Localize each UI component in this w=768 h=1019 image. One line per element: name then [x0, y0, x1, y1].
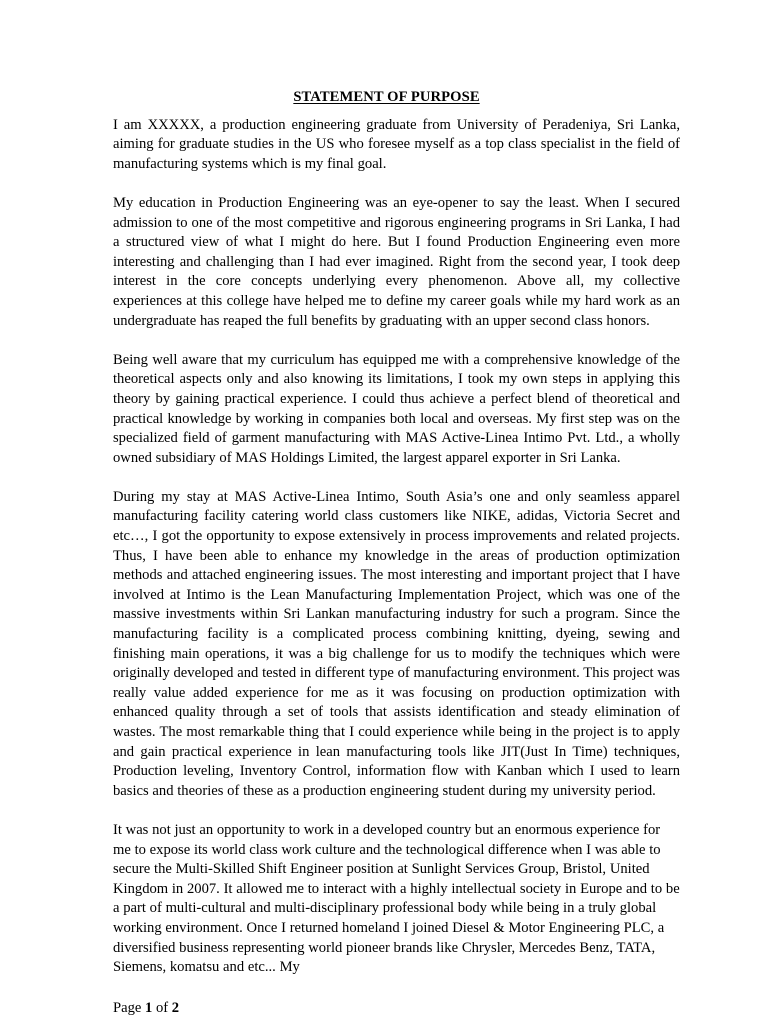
footer-total-pages: 2 [171, 1000, 180, 1017]
paragraph-intro: I am XXXXX, a production engineering graduate from University of Peradeniya, Sri Lanka, aiming for graduate studies in the US who foresee myself as a top class specialist in the field of manufacturing systems which is my final goal. [113, 116, 680, 172]
paragraph-education: My education in Production Engineering was an eye-opener to say the least. When I secured admission to one of the most competitive and rigorous engineering programs in Sri Lanka, I had a structured view of what I might do here. But I found Production Engineering even more interesting and challenging than I had ever imagined. Right from the second year, I took deep interest in the core concepts underlying every phenomenon. Above all, my collective experiences at this college have helped me to define my career goals while my hard work as an undergraduate has reaped the full benefits by graduating with an upper second class honors. [113, 194, 680, 329]
footer-separator: of [152, 1000, 172, 1017]
page-footer [113, 997, 680, 1019]
paragraph-mas-intimo: During my stay at MAS Active-Linea Intimo, South Asia’s one and only seamless apparel manufacturing facility catering world class customers like NIKE, adidas, Victoria Secret and etc…, I got the opportunity to expose extensively in process improvements and related projects. Thus, I have been able to enhance my knowledge in the areas of production optimization methods and attached engineering issues. The most interesting and important project that I have involved at Intimo is the Lean Manufacturing Implementation Project, which was one of the massive investments within Sri Lankan manufacturing industry for such a program. Since the manufacturing facility is a complicated process combining knitting, dyeing, sewing and finishing main operations, it was a big challenge for us to modify the techniques which were originally developed and tested in different type of manufacturing environment. This project was really value added experience for me as it was focusing on production optimization with enhanced quality through a set of tools that assists identification and steady elimination of wastes. The most remarkable thing that I could experience while being in the project is to apply and gain practical experience in lean manufacturing tools like JIT(Just In Time) techniques, Production leveling, Inventory Control, information flow with Kanban which I used to learn basics and theories of these as a production engineering student during my university period. [113, 488, 680, 799]
footer-prefix: Page [113, 1000, 146, 1017]
page-title: STATEMENT OF PURPOSE [293, 89, 480, 105]
paragraph-international-experience: It was not just an opportunity to work in a developed country but an enormous experience for me to expose its world class work culture and the technological difference when I was able to secure the Multi-Skilled Shift Engineer position at Sunlight Services Group, Bristol, United Kingdom in 2007. It allowed me to interact with a highly intellectual society in Europe and to be a part of multi-cultural and multi-disciplinary professional body while being in a truly global working environment. Once I returned homeland I joined Diesel & Motor Engineering PLC, a diversified business representing world pioneer brands like Chrysler, Mercedes Benz, TATA, Siemens, komatsu and etc... My [113, 821, 680, 976]
paragraph-curriculum: Being well aware that my curriculum has equipped me with a comprehensive knowledge of the theoretical aspects only and also knowing its limitations, I took my own steps in applying this theory by gaining practical experience. I could thus achieve a perfect blend of theoretical and practical knowledge by working in companies both local and overseas. My first step was on the specialized field of garment manufacturing with MAS Active-Linea Intimo Pvt. Ltd., a wholly owned subsidiary of MAS Holdings Limited, the largest apparel exporter in Sri Lanka. [113, 351, 680, 466]
footer-current-page: 1 [145, 1000, 153, 1017]
